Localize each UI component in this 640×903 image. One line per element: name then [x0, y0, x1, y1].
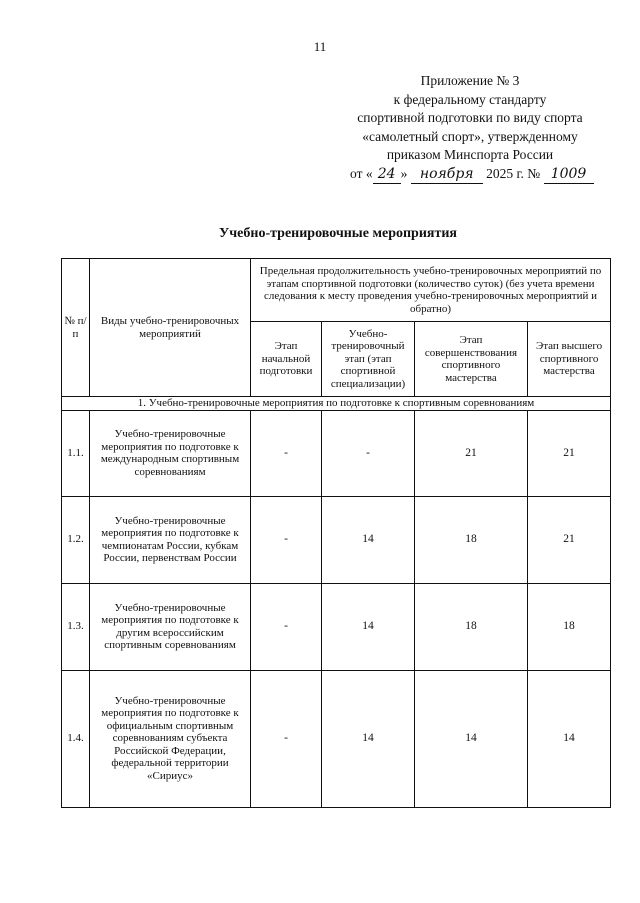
row-value-stage-2: 14	[322, 583, 415, 670]
table-row	[62, 496, 611, 583]
row-name: Учебно-тренировочные мероприятия по подготовке к международным спортивным соревнованиям	[90, 410, 251, 496]
row-value-stage-3: 18	[415, 496, 528, 583]
row-value-stage-1: -	[251, 410, 322, 496]
row-value-stage-2: 14	[322, 496, 415, 583]
row-name: Учебно-тренировочные мероприятия по подготовке к официальным спортивным соревнованиям субъекта Российской Федерации, федеральной территории «Сириус»	[90, 670, 251, 807]
document-title: Учебно-тренировочные мероприятия	[219, 226, 457, 241]
header-num: № п/п	[62, 259, 90, 397]
row-value-stage-1: -	[251, 496, 322, 583]
date-prefix: от «	[350, 165, 373, 181]
row-name: Учебно-тренировочные мероприятия по подготовке к другим всероссийским спортивным соревнованиям	[90, 583, 251, 670]
row-value-stage-3: 14	[415, 670, 528, 807]
section-title: 1. Учебно-тренировочные мероприятия по подготовке к спортивным соревнованиям	[62, 397, 611, 411]
date-year: 2025 г. №	[486, 165, 541, 181]
row-value-stage-4: 21	[528, 496, 611, 583]
appendix-block	[350, 72, 590, 184]
row-num: 1.3.	[62, 583, 90, 670]
header-stage-1: Этап начальной подготовки	[251, 322, 322, 397]
table-row	[62, 410, 611, 496]
table-row	[62, 670, 611, 807]
section-row	[62, 397, 611, 411]
training-events-table	[61, 258, 611, 808]
row-num: 1.4.	[62, 670, 90, 807]
header-duration: Предельная продолжительность учебно-тренировочных мероприятий по этапам спортивной подготовки (количество суток) (без учета времени следования к месту проведения учебно-тренировочных мероприятий и обратно)	[251, 259, 611, 322]
table-header-row	[62, 259, 611, 322]
header-stage-3: Этап совершенствования спортивного мастерства	[415, 322, 528, 397]
row-value-stage-2: -	[322, 410, 415, 496]
handwritten-day: 24	[373, 165, 401, 185]
page-number: 11	[313, 39, 327, 54]
date-mid: »	[400, 165, 408, 181]
appendix-line-3: спортивной подготовки по виду спорта	[357, 110, 583, 125]
header-stage-4: Этап высшего спортивного мастерства	[528, 322, 611, 397]
row-value-stage-4: 14	[528, 670, 611, 807]
appendix-date-line	[350, 165, 590, 185]
row-value-stage-1: -	[251, 670, 322, 807]
handwritten-order-number: 1009	[544, 165, 594, 185]
row-value-stage-2: 14	[322, 670, 415, 807]
table-row	[62, 583, 611, 670]
row-name: Учебно-тренировочные мероприятия по подготовке к чемпионатам России, кубкам России, первенствам России	[90, 496, 251, 583]
row-value-stage-4: 18	[528, 583, 611, 670]
header-kind: Виды учебно-тренировочных мероприятий	[90, 259, 251, 397]
appendix-line-4: «самолетный спорт», утвержденному	[362, 128, 578, 144]
appendix-line-2: к федеральному стандарту	[393, 91, 547, 107]
row-num: 1.1.	[62, 410, 90, 496]
handwritten-month: ноября	[411, 165, 483, 185]
header-stage-2: Учебно-тренировочный этап (этап спортивной специализации)	[322, 322, 415, 397]
row-value-stage-3: 21	[415, 410, 528, 496]
row-value-stage-1: -	[251, 583, 322, 670]
row-value-stage-4: 21	[528, 410, 611, 496]
appendix-line-5: приказом Минспорта России	[386, 147, 554, 162]
row-num: 1.2.	[62, 496, 90, 583]
row-value-stage-3: 18	[415, 583, 528, 670]
appendix-line-1: Приложение № 3	[420, 73, 520, 88]
